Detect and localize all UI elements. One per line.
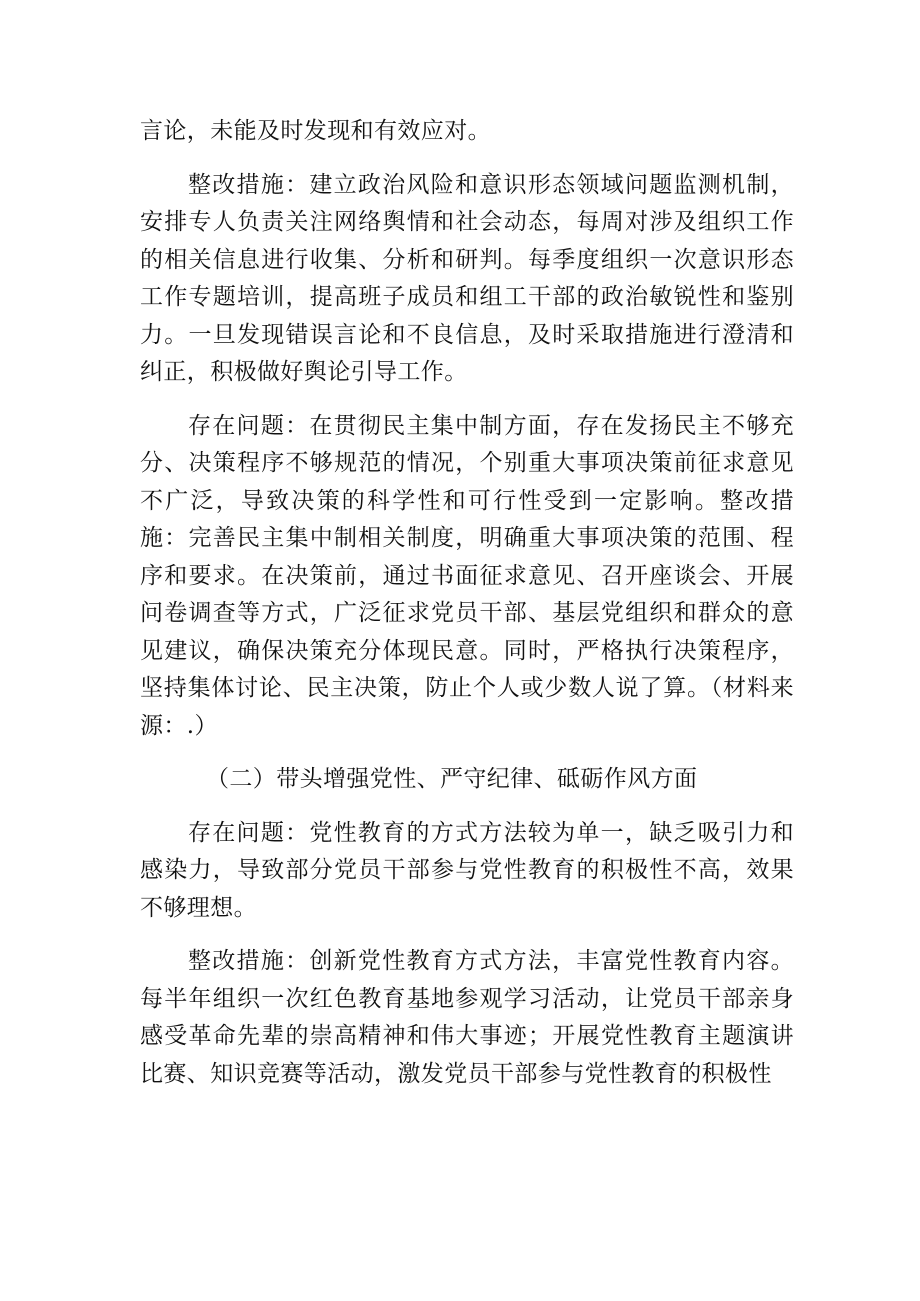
paragraph-continuation: 言论，未能及时发现和有效应对。 bbox=[140, 118, 491, 144]
paragraph-rectification-measures-1: 整改措施：建立政治风险和意识形态领域问题监测机制，安排专人负责关注网络舆情和社会动态，每周对涉及组织工作的相关信息进行收集、分析和研判。每季度组织一次意识形态工作专题培训，提高班子成员和组工干部的政治敏锐性和鉴别力。一旦发现错误言论和不良信息，及时采取措施进行澄清和纠正，积极做好舆论引导工作。 bbox=[140, 171, 794, 385]
document-body bbox=[140, 113, 794, 1109]
paragraph-existing-problem-democratic-centralism: 存在问题：在贯彻民主集中制方面，存在发扬民主不够充分、决策程序不够规范的情况，个别重大事项决策前征求意见不广泛，导致决策的科学性和可行性受到一定影响。整改措施：完善民主集中制相关制度，明确重大事项决策的范围、程序和要求。在决策前，通过书面征求意见、召开座谈会、开展问卷调查等方式，广泛征求党员干部、基层党组织和群众的意见建议，确保决策充分体现民意。同时，严格执行决策程序，坚持集体讨论、民主决策，防止个人或少数人说了算。（材料来源：.） bbox=[140, 412, 794, 739]
paragraph-rectification-measures-2: 整改措施：创新党性教育方式方法，丰富党性教育内容。每半年组织一次红色教育基地参观学习活动，让党员干部亲身感受革命先辈的崇高精神和伟大事迹；开展党性教育主题演讲比赛、知识竞赛等活动，激发党员干部参与党性教育的积极性 bbox=[140, 948, 794, 1087]
paragraph-existing-problem-party-education: 存在问题：党性教育的方式方法较为单一，缺乏吸引力和感染力，导致部分党员干部参与党性教育的积极性不高，效果不够理想。 bbox=[140, 819, 794, 921]
section-heading: （二）带头增强党性、严守纪律、砥砺作风方面 bbox=[206, 766, 698, 792]
